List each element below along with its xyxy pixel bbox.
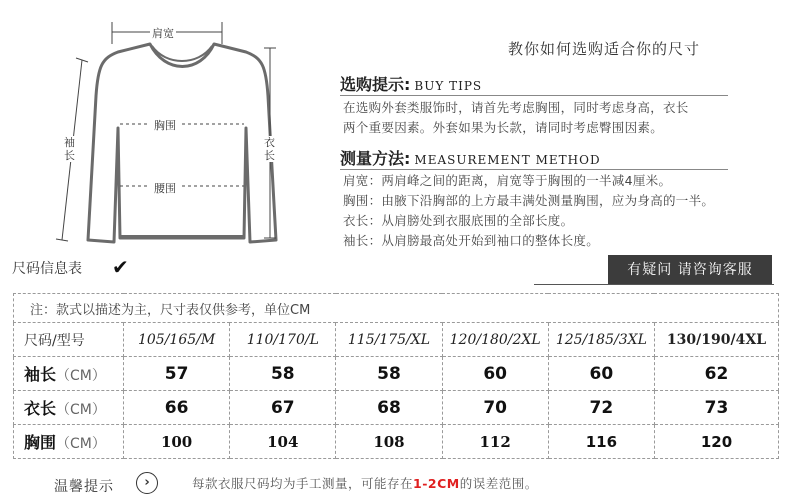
table-cell: 116 — [548, 425, 654, 459]
buy-tips-heading-en: BUY TIPS — [414, 79, 483, 93]
table-cell: 62 — [654, 357, 778, 391]
row-label-text: 袖长 — [24, 365, 57, 384]
tips-label: 温馨提示 — [54, 479, 114, 495]
method-line: 肩宽：两肩峰之间的距离，肩宽等于胸围的一半减4厘米。 — [343, 173, 672, 188]
tips-note-pre: 每款衣服尺码均为手工测量，可能存在 — [192, 476, 414, 491]
buy-tips-heading — [340, 72, 482, 95]
method-line: 袖长：从肩膀最高处开始到袖口的整体长度。 — [343, 233, 600, 248]
tips-note-post: 的误差范围。 — [459, 476, 538, 491]
table-cell: 112 — [442, 425, 548, 459]
shoulder-label: 肩宽 — [152, 27, 174, 40]
table-cell: 120 — [654, 425, 778, 459]
row-label-unit: （CM） — [56, 436, 106, 452]
method-heading-en: MEASUREMENT METHOD — [414, 153, 601, 167]
table-cell: 68 — [336, 391, 442, 425]
row-label — [14, 425, 124, 459]
table-cell: 58 — [230, 357, 336, 391]
size-header: 120/180/2XL — [442, 323, 548, 357]
method-heading-cn: 测量方法: — [340, 149, 411, 168]
table-header-row — [14, 323, 779, 357]
chevron-right-icon: › — [136, 472, 158, 494]
waist-label: 腰围 — [154, 182, 176, 195]
chest-label: 胸围 — [154, 119, 176, 132]
table-note-row — [14, 294, 779, 323]
row-label-unit: （CM） — [56, 402, 106, 418]
table-cell: 108 — [336, 425, 442, 459]
buy-tips-heading-cn: 选购提示: — [340, 75, 411, 94]
table-row — [14, 357, 779, 391]
table-cell: 104 — [230, 425, 336, 459]
buy-tips-divider — [340, 95, 728, 96]
sweater-outline — [88, 44, 276, 242]
main-title: 教你如何选购适合你的尺寸 — [508, 40, 701, 58]
size-table — [13, 293, 779, 459]
row-label-unit: （CM） — [56, 368, 106, 384]
table-cell: 67 — [230, 391, 336, 425]
table-cell: 72 — [548, 391, 654, 425]
table-cell: 60 — [442, 357, 548, 391]
row-label-text: 胸围 — [24, 433, 57, 452]
table-cell: 73 — [654, 391, 778, 425]
buy-tips-line: 在选购外套类服饰时，请首先考虑胸围，同时考虑身高，衣长 — [343, 100, 689, 115]
row-label-text: 衣长 — [24, 399, 57, 418]
method-line: 衣长：从肩膀处到衣服底围的全部长度。 — [343, 213, 574, 228]
buy-tips-text — [343, 98, 763, 138]
header-label-cell: 尺码/型号 — [14, 323, 124, 357]
buy-tips-line: 两个重要因素。外套如果为长款，请同时考虑臀围因素。 — [343, 120, 664, 135]
table-cell: 100 — [124, 425, 230, 459]
table-cell: 70 — [442, 391, 548, 425]
table-note: 注：款式以描述为主，尺寸表仅供参考，单位CM — [14, 294, 779, 323]
tips-note — [192, 474, 538, 492]
table-row — [14, 391, 779, 425]
row-label — [14, 357, 124, 391]
size-header: 115/175/XL — [336, 323, 442, 357]
table-cell: 57 — [124, 357, 230, 391]
table-cell: 60 — [548, 357, 654, 391]
size-header: 110/170/L — [230, 323, 336, 357]
size-info-label: 尺码信息表 — [12, 261, 82, 277]
length-label: 衣长 — [264, 136, 275, 162]
table-row — [14, 425, 779, 459]
sleeve-label: 袖长 — [64, 136, 75, 162]
row-label — [14, 391, 124, 425]
contact-underline — [534, 284, 774, 285]
table-cell: 66 — [124, 391, 230, 425]
size-header: 130/190/4XL — [654, 323, 778, 357]
size-header: 125/185/3XL — [548, 323, 654, 357]
method-divider — [340, 169, 728, 170]
table-cell: 58 — [336, 357, 442, 391]
tips-note-highlight: 1-2CM — [413, 476, 460, 491]
size-header: 105/165/M — [124, 323, 230, 357]
method-heading — [340, 146, 601, 169]
method-text — [343, 171, 783, 251]
checkmark-icon: ✔ — [112, 255, 129, 279]
method-line: 胸围：由腋下沿胸部的上方最丰满处测量胸围，应为身高的一半。 — [343, 193, 715, 208]
contact-service-button[interactable]: 有疑问 请咨询客服 — [608, 255, 772, 285]
